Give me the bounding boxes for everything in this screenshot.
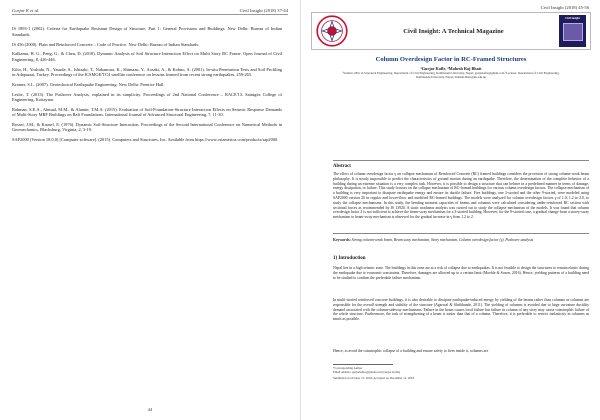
left-header-author: Gurjar K et al. [12,7,40,13]
article-title: Column Overdesign Factor in RC-Framed Structures [375,56,527,63]
reference-item: Rahman, S.E.A., Ahmad, M.M., & Alamin, T.M.A. (2015). Evaluation of Soil-Foundation-Structure Interaction Effects on Seismic Response Demands of Multi-Story MRF Buildings on Raft Foundations. International Journal of Advanced Structural Engineering, 7, 11-30. [12,106,282,118]
journal-banner [311,12,591,50]
cover-title: Civil Insight [565,17,580,20]
author-affiliations: ¹Student, MSc in Structural Engineering, Department of Civil Engineering, Kathmandu University, Nepal; gurjarkafle@gmail.com ²Lecturer, Department of Civil Engineering, Kathmandu University, Nepal; mahesh.bhatt@ku.edu.np [342,71,560,79]
abstract-bottom-rule [333,233,589,234]
keywords-line [333,238,589,243]
abstract-text: The effect of column overdesign factor γ on collapse mechanism of Reinforced Concrete (RC) framed buildings considers the provision of strong column-weak beam philosophy. It is nearly impossible to predict the characteristics of ground motion during an earthquake. Therefore, the determination of the complete behavior of a building during an extreme situation is a very complex task. However, it is possible to design a structure that can behave in a predefined manner in terms of damage, energy dissipation, or failure. This study focuses on the collapse mechanism of RC-framed buildings for various column overdesign factors. The collapse mechanism of a building is very important to dissipate earthquake energy and ensure its ductile failure. Five buildings, one 3-storied and the other 9-storied, were modeled using SAP2000 version 20 in regular and lower-floor and modified RC-framed buildings. The models were analyzed for column overdesign factors γ of 1.0, 1.2 to 2.0, to study the collapse mechanisms. In this study, the bending moment capacities of beams and columns were calculated considering under-reinforced RC section with sectional forces as recommended by IS 13920. A static nonlinear analysis was carried out to study the collapse mechanism of the models. It was found that column overdesign factor 2 is not sufficient to achieve the beam-sway mechanism for a 3-storied building. However, for the 9-storied case, a gradual change from a storey-sway mechanism to beam-sway mechanism is observed for the gradual increase in γ from 1.2 to 2. [333,172,589,220]
header-rule [12,14,288,15]
section-heading-introduction: 1) Introduction [333,256,366,261]
footnote-dates: Submitted on October 15, 2018; Accepted on December 12, 2018 [333,376,415,380]
reference-item: SAP2000 (Version 18.0.0) [Computer software]. (2015). Computers and Structures, Inc. Available from https://www.csiamerica.com/products/sap2000. [12,137,279,143]
journal-name: Civil Insight: A Technical Magazine [403,27,504,35]
magazine-cover-thumbnail [559,15,586,47]
institution-seal-logo [316,15,348,47]
keywords-label: Keywords: [333,238,351,242]
reference-item: Kalkamu, H. G., Peng, G., & Chen, D. (2018). Dynamic Analysis of Soil Structure Interaction Effect on Multi Story RC Frame. Open Journal of Civil Engineering, 8, 426-446. [12,51,282,62]
right-page [300,0,600,420]
keywords-text: Strong column-weak beam, Beam sway mechanism, Story mechanism, Column overdesign factor (γ), Pushover analysis [351,238,534,242]
abstract-heading: Abstract [333,164,351,169]
reference-item: Kiho, H., Yoshida, N., Yasuda, S., Ishizaki, T., Nakamura, K., Shimazu, Y., Aosaki, A., & Kohno, A. (2001). In-situ Penetration Tests and Soil Profiling in Adapazari, Turkey. Proceedings of the ICSMGE/TC4 satellite conference on lessons learned from recent strong earthquakes, 259-265. [12,66,282,77]
left-header-journal: Civil Insight (2018) 37-44 [239,7,288,13]
page-number: 44 [147,407,153,412]
reference-item: IS 456 (2000). Plain and Reinforced Concrete – Code of Practice. New Delhi: Bureau of Indian Standards. [12,41,200,47]
abstract-top-rule [333,160,589,161]
right-running-header: Civil Insight (2018) 45-56 [540,5,589,10]
footnote-rule [333,364,393,365]
body-paragraph: In multi-storied reinforced concrete buildings, it is also desirable to dissipate earthquake-induced energy by yielding of the beams rather than columns as columns are responsible for the overall strength and stability of the structure (Agarwal & Shrikhande, 2011). The yielding of columns is avoided due to large curvature ductility demand associated with the column-sideway mechanisms. Failure in the beam causes local failure but failure in column of any story may cause catastrophic failure of the whole structure. Furthermore, the task of strengthening of a beam is easier than that of a column. Therefore, it is preferable to restrict inelasticity in columns as much as possible. [333,298,589,322]
article-authors: ¹Gurjar Kafle, ²Mahesh Raj Bhatt [420,66,482,71]
body-paragraph: Hence, to avoid the catastrophic collapse of a building and ensure safety to lives inside it, columns are [333,349,489,353]
cover-image [563,23,583,41]
footnote-email: Email address: gurjarkafle@gmail.com (Gurjar Kafle) [333,370,401,374]
reference-item: Leslie, T. (2013). The Pushover Analysis, explained in its simplicity. Proceedings of 2nd National Conference – RACE'13. Saintgits College of Engineering, Kottayam. [12,91,282,102]
footnote-corresponding: *Corresponding Author [333,366,363,370]
reference-item: Kramer, S.L. (2007). Geotechnical Earthquake Engineering. New Delhi: Prentice Hall. [12,81,165,87]
reference-item: Rosset, J.M., & Kausel, E. (1976). Dynamic Soil-Structure Interaction. Proceedings of the Second International Conference on Numerical Methods in Geomechanics, Blacksburg, Virginia, 2, 3-19. [12,122,282,133]
references-list [12,22,282,147]
body-paragraph: Nepal lies in a high seismic zone. The buildings in this zone are at a risk of collapse due to earthquakes. It is not feasible to design the structures to remain elastic during the earthquake due to economic constraints. Therefore, damages are allowed up to a certain limit (Moehle & Sozen, 2016). Hence, yielding patterns of a building need to be studied to confirm the preferable failure mechanism. [333,266,589,280]
reference-item: IS 1893-1 (2002). Criteria for Earthquake Resistant Design of Structure, Part 1: General Provisions and Buildings. New Delhi: Bureau of Indian Standards. [12,26,282,37]
